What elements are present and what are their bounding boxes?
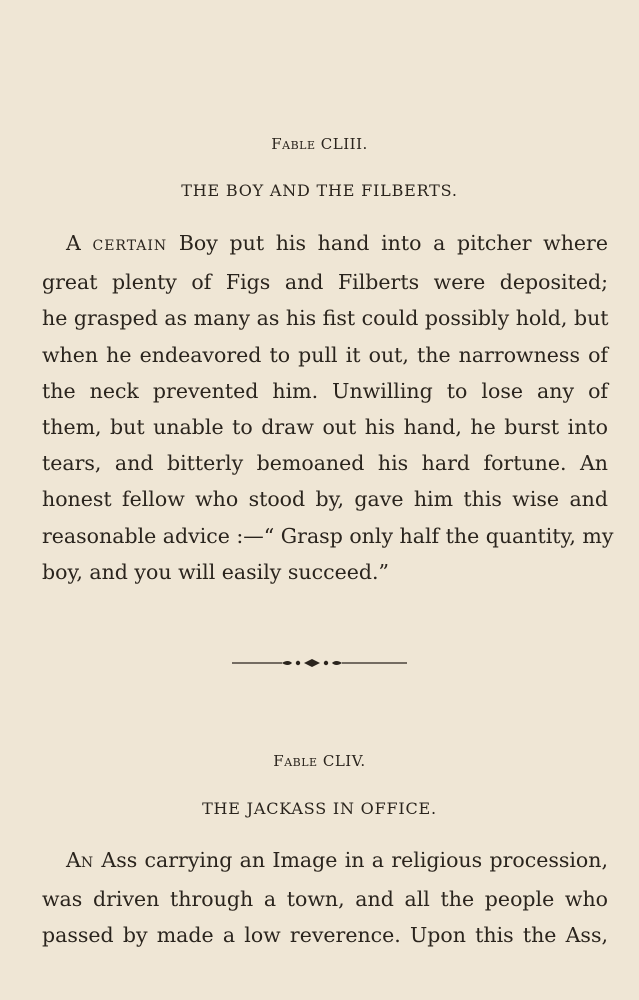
lead-small-caps: N bbox=[80, 855, 95, 871]
line-text: Boy put his hand into a pitcher where bbox=[167, 231, 608, 255]
text-line: tears, and bitterly bemoaned his hard fortune. An bbox=[42, 451, 608, 476]
text-line bbox=[42, 225, 608, 264]
text-line: passed by made a low reverence. Upon this the Ass, bbox=[42, 923, 608, 948]
decorative-rule-icon bbox=[0, 656, 639, 670]
ornament-svg bbox=[232, 656, 407, 670]
text-line: great plenty of Figs and Filberts were deposited; bbox=[42, 270, 608, 295]
text-line: when he endeavored to pull it out, the narrowness of bbox=[42, 342, 608, 367]
lead-initial: A bbox=[66, 848, 81, 872]
fable-number-initial: F bbox=[273, 752, 285, 770]
text-line: he grasped as many as his fist could possibly hold, but bbox=[42, 306, 609, 331]
text-line: boy, and you will easily succeed.” bbox=[42, 559, 389, 584]
text-line: honest fellow who stood by, gave him this wise and bbox=[42, 487, 608, 512]
fable-title: THE BOY AND THE FILBERTS. bbox=[181, 181, 458, 200]
fable-title: THE JACKASS IN OFFICE. bbox=[202, 799, 437, 818]
lead-small-caps: CERTAIN bbox=[92, 238, 168, 254]
fable-body bbox=[42, 225, 614, 590]
lead-initial: A bbox=[66, 231, 81, 255]
fable-number-roman: CLIII. bbox=[320, 135, 368, 153]
fable-number-small: ABLE bbox=[284, 756, 318, 769]
line-text: Ass carrying an Image in a religious procession, bbox=[94, 848, 608, 872]
fable-number-small: ABLE bbox=[282, 139, 316, 152]
fable-number-heading bbox=[0, 135, 639, 153]
fable-number-heading bbox=[0, 752, 639, 770]
fable-body bbox=[42, 842, 608, 954]
text-line: the neck prevented him. Unwilling to lose any of bbox=[42, 378, 608, 403]
text-line: them, but unable to draw out his hand, he burst into bbox=[42, 415, 608, 440]
text-line: was driven through a town, and all the people who bbox=[42, 887, 608, 912]
fable-number-roman: CLIV. bbox=[322, 752, 366, 770]
text-line bbox=[42, 842, 608, 881]
text-line: reasonable advice :—“ Grasp only half the quantity, my bbox=[42, 523, 614, 548]
fable-number-initial: F bbox=[271, 135, 283, 153]
